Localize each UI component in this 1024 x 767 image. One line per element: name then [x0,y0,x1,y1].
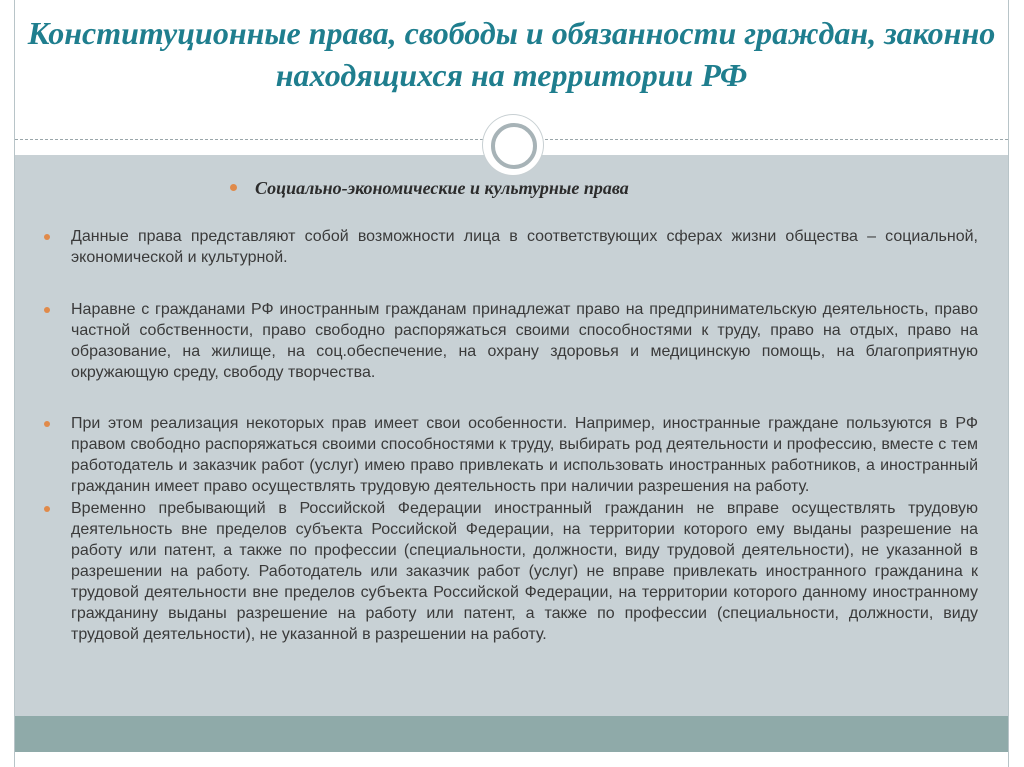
bullet-icon [44,234,50,240]
paragraph-text: Данные права представляют собой возможности лица в соответствующих сферах жизни общества – социальной, экономической и культурной. [71,228,978,266]
bullet-icon [44,421,50,427]
slide-frame-right [1008,0,1009,767]
paragraph-text: Временно пребывающий в Российской Федерации иностранный гражданин не вправе осуществлять трудовую деятельность вне пределов субъекта Российской Федерации, на территории которого ему выданы разрешение на работу или патент, а также по профессии (специальности, должности, виду трудовой деятельности), не указанной в разрешении на работу. Работодатель или заказчик работ (услуг) не вправе привлекать иностранного гражданина к трудовой деятельности вне пределов субъекта Российской Федерации, на территории которого данному иностранному гражданину выданы разрешение на работу или патент, а также по профессии (специальности, должности, виду трудовой деятельности), не указанной в разрешении на работу. [71,500,978,643]
bullet-icon [44,506,50,512]
subheading-text: Социально-экономические и культурные права [255,178,629,198]
paragraph-text: Наравне с гражданами РФ иностранным гражданам принадлежат право на предпринимательскую деятельность, право частной собственности, право свободно распоряжаться своими способностями к труду, право на отдых, право на образование, на жилище, на соц.обеспечение, на охрану здоровья и медицинскую помощь, на благоприятную окружающую среду, свободу творчества. [71,301,978,381]
list-item [44,413,978,497]
footer-band [15,716,1008,752]
slide-title: Конституционные права, свободы и обязанности граждан, законно находящихся на территории РФ [27,15,996,93]
bullet-icon [230,184,237,191]
bullet-icon [44,307,50,313]
decorative-circle-icon [483,115,543,175]
paragraph-text: При этом реализация некоторых прав имеет свои особенности. Например, иностранные граждане пользуются в РФ правом свободно распоряжаться своими способностями к труду, выбирать род деятельности и профессию, вместе с тем работодатель и заказчик работ (услуг) имею право привлекать и использовать иностранных работников, а иностранный гражданин имеет право осуществлять трудовую деятельность при наличии разрешения на работу. [71,415,978,495]
ring-icon [491,123,537,169]
list-item [44,299,978,383]
list-item [44,226,978,268]
list-item [44,498,978,645]
section-subheading [230,176,830,200]
bullet-list [44,226,978,645]
